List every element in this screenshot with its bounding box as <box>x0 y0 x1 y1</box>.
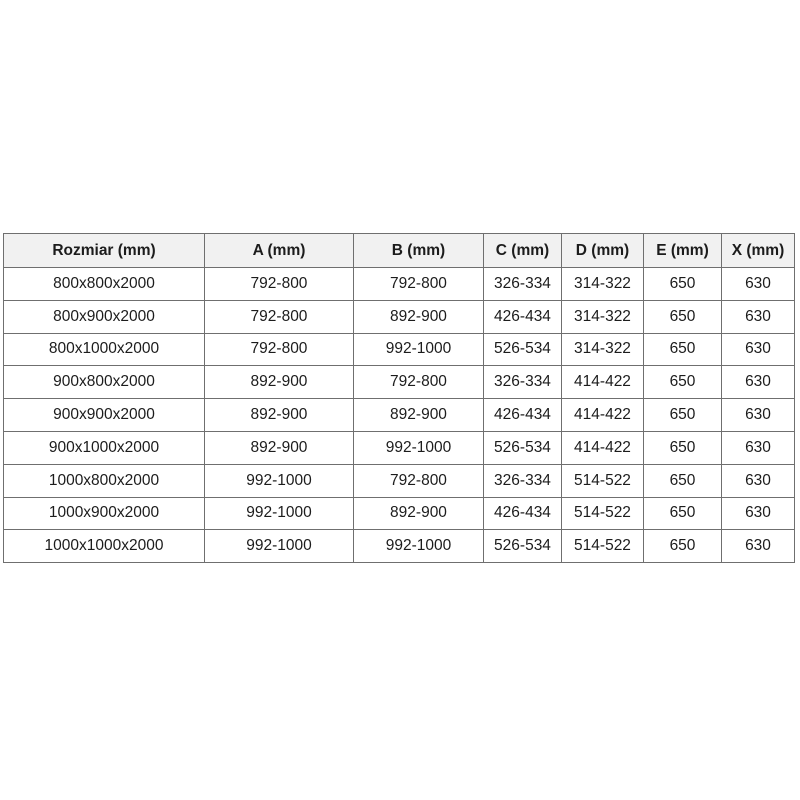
column-header-c: C (mm) <box>484 234 562 268</box>
table-row <box>4 530 795 563</box>
table-cell: 514-522 <box>562 464 644 497</box>
table-cell: 892-900 <box>354 300 484 333</box>
table-cell: 630 <box>722 431 795 464</box>
table-cell: 792-800 <box>354 464 484 497</box>
spec-table-container <box>3 233 795 563</box>
table-cell: 650 <box>644 268 722 301</box>
table-row <box>4 497 795 530</box>
table-cell: 792-800 <box>205 268 354 301</box>
table-cell: 630 <box>722 268 795 301</box>
table-row <box>4 399 795 432</box>
table-cell-rozmiar: 800x900x2000 <box>4 300 205 333</box>
column-header-a: A (mm) <box>205 234 354 268</box>
table-cell-rozmiar: 800x800x2000 <box>4 268 205 301</box>
table-cell: 892-900 <box>205 366 354 399</box>
table-cell: 650 <box>644 399 722 432</box>
table-cell: 630 <box>722 333 795 366</box>
column-header-b: B (mm) <box>354 234 484 268</box>
table-row <box>4 333 795 366</box>
table-cell: 630 <box>722 399 795 432</box>
table-cell-rozmiar: 1000x900x2000 <box>4 497 205 530</box>
table-cell: 650 <box>644 497 722 530</box>
table-cell: 992-1000 <box>354 431 484 464</box>
table-cell-rozmiar: 900x1000x2000 <box>4 431 205 464</box>
table-cell: 650 <box>644 366 722 399</box>
table-cell: 792-800 <box>205 300 354 333</box>
table-cell: 630 <box>722 300 795 333</box>
table-cell: 992-1000 <box>205 530 354 563</box>
table-cell: 514-522 <box>562 497 644 530</box>
table-cell: 414-422 <box>562 366 644 399</box>
table-cell: 892-900 <box>205 431 354 464</box>
table-cell-rozmiar: 900x900x2000 <box>4 399 205 432</box>
table-cell: 414-422 <box>562 431 644 464</box>
table-cell: 992-1000 <box>205 464 354 497</box>
table-cell: 326-334 <box>484 464 562 497</box>
table-row <box>4 366 795 399</box>
table-cell: 792-800 <box>354 268 484 301</box>
table-cell: 526-534 <box>484 431 562 464</box>
table-cell: 650 <box>644 300 722 333</box>
column-header-e: E (mm) <box>644 234 722 268</box>
table-row <box>4 431 795 464</box>
table-cell: 630 <box>722 366 795 399</box>
table-cell-rozmiar: 1000x1000x2000 <box>4 530 205 563</box>
table-cell: 650 <box>644 464 722 497</box>
table-cell: 892-900 <box>354 399 484 432</box>
table-cell: 426-434 <box>484 399 562 432</box>
table-cell: 892-900 <box>205 399 354 432</box>
column-header-rozmiar: Rozmiar (mm) <box>4 234 205 268</box>
table-cell: 314-322 <box>562 268 644 301</box>
table-cell: 792-800 <box>205 333 354 366</box>
table-cell: 314-322 <box>562 300 644 333</box>
table-cell: 630 <box>722 530 795 563</box>
table-cell-rozmiar: 800x1000x2000 <box>4 333 205 366</box>
table-cell: 526-534 <box>484 530 562 563</box>
table-row <box>4 464 795 497</box>
table-cell: 992-1000 <box>354 530 484 563</box>
column-header-d: D (mm) <box>562 234 644 268</box>
spec-table <box>3 233 795 563</box>
table-cell-rozmiar: 900x800x2000 <box>4 366 205 399</box>
table-cell: 630 <box>722 497 795 530</box>
table-cell: 792-800 <box>354 366 484 399</box>
table-cell: 514-522 <box>562 530 644 563</box>
table-cell: 992-1000 <box>205 497 354 530</box>
table-cell-rozmiar: 1000x800x2000 <box>4 464 205 497</box>
table-cell: 650 <box>644 431 722 464</box>
table-row <box>4 268 795 301</box>
table-cell: 650 <box>644 530 722 563</box>
header-row <box>4 234 795 268</box>
table-cell: 326-334 <box>484 268 562 301</box>
table-cell: 414-422 <box>562 399 644 432</box>
table-cell: 426-434 <box>484 497 562 530</box>
table-cell: 892-900 <box>354 497 484 530</box>
table-cell: 992-1000 <box>354 333 484 366</box>
table-cell: 326-334 <box>484 366 562 399</box>
table-cell: 630 <box>722 464 795 497</box>
table-cell: 426-434 <box>484 300 562 333</box>
column-header-x: X (mm) <box>722 234 795 268</box>
table-cell: 526-534 <box>484 333 562 366</box>
table-cell: 314-322 <box>562 333 644 366</box>
table-cell: 650 <box>644 333 722 366</box>
table-row <box>4 300 795 333</box>
